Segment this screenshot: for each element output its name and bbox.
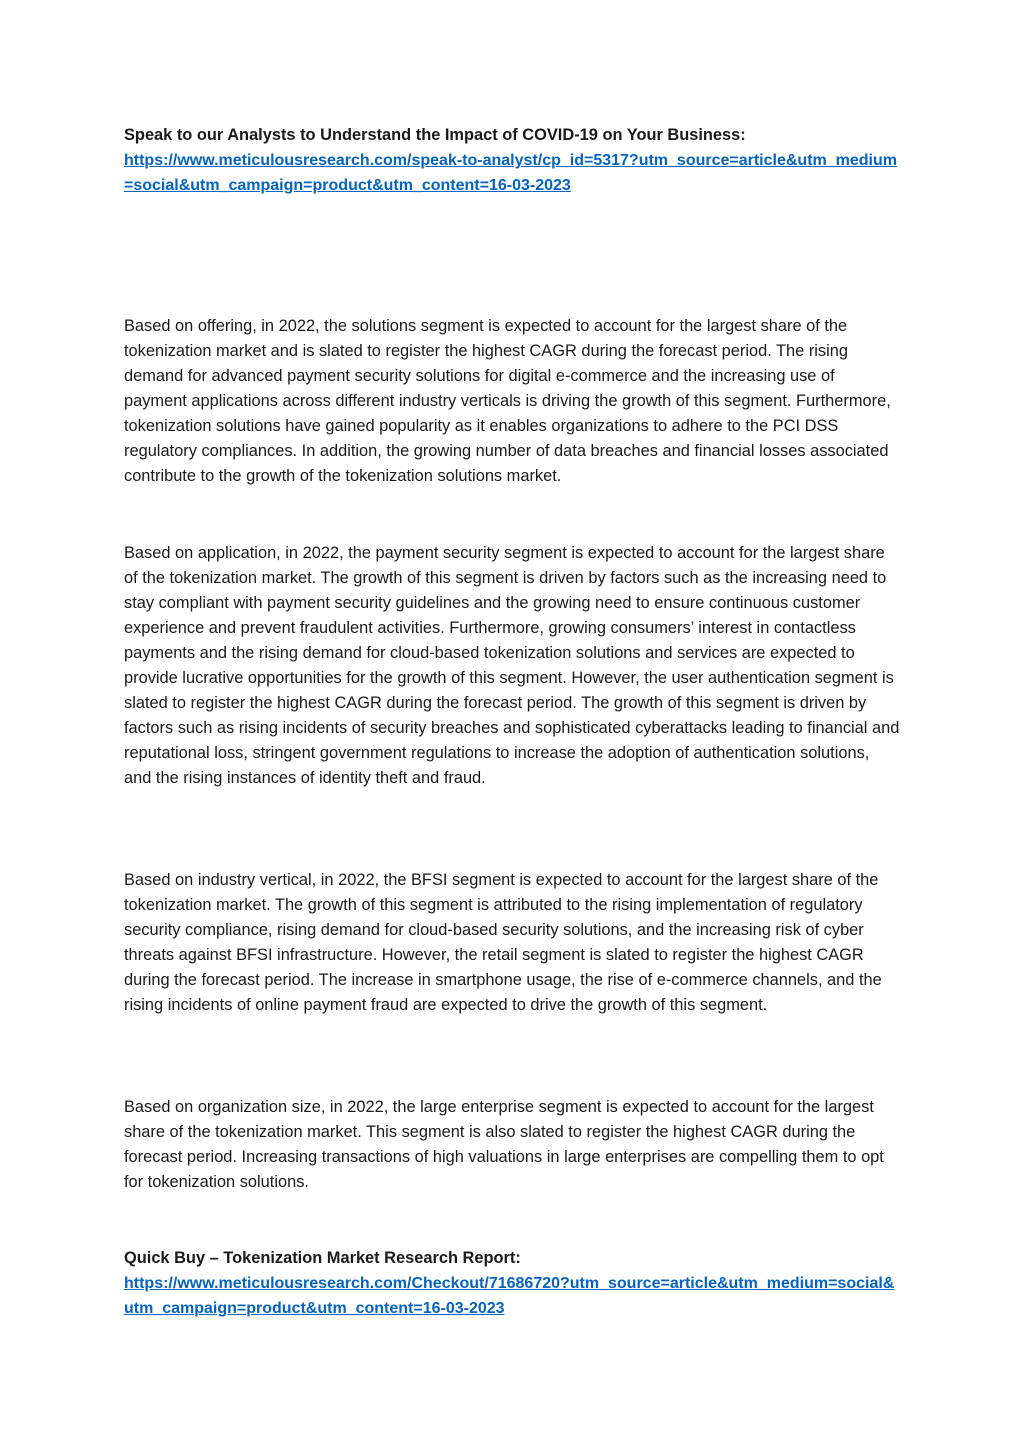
speak-to-analyst-section bbox=[124, 123, 900, 198]
industry-vertical-paragraph: Based on industry vertical, in 2022, the BFSI segment is expected to account for the largest share of the tokenization market. The growth of this segment is attributed to the rising implementation of regulatory security compliance, rising demand for cloud-based security solutions, and the increasing risk of cyber threats against BFSI infrastructure. However, the retail segment is slated to register the highest CAGR during the forecast period. The increase in smartphone usage, the rise of e-commerce channels, and the rising incidents of online payment fraud are expected to drive the growth of this segment. bbox=[124, 871, 882, 1014]
application-paragraph: Based on application, in 2022, the payment security segment is expected to account for the largest share of the tokenization market. The growth of this segment is driven by factors such as the increasing need to stay compliant with payment security guidelines and the growing need to ensure continuous customer experience and prevent fraudulent activities. Furthermore, growing consumers’ interest in contactless payments and the rising demand for cloud-based tokenization solutions and services are expected to provide lucrative opportunities for the growth of this segment. However, the user authentication segment is slated to register the highest CAGR during the forecast period. The growth of this segment is driven by factors such as rising incidents of security breaches and sophisticated cyberattacks leading to financial and reputational loss, stringent government regulations to increase the adoption of authentication solutions, and the rising instances of identity theft and fraud. bbox=[124, 544, 900, 787]
offering-paragraph: Based on offering, in 2022, the solutions segment is expected to account for the largest share of the tokenization market and is slated to register the highest CAGR during the forecast period. The rising demand for advanced payment security solutions for digital e-commerce and the increasing use of payment applications across different industry verticals is driving the growth of this segment. Furthermore, tokenization solutions have gained popularity as it enables organizations to adhere to the PCI DSS regulatory compliances. In addition, the growing number of data breaches and financial losses associated contribute to the growth of the tokenization solutions market. bbox=[124, 317, 891, 485]
speak-to-analyst-heading: Speak to our Analysts to Understand the Impact of COVID-19 on Your Business: bbox=[124, 126, 746, 144]
quick-buy-heading: Quick Buy – Tokenization Market Research Report: bbox=[124, 1249, 521, 1267]
quick-buy-section bbox=[124, 1246, 900, 1321]
organization-size-paragraph: Based on organization size, in 2022, the large enterprise segment is expected to account for the largest share of the tokenization market. This segment is also slated to register the highest CAGR during the forecast period. Increasing transactions of high valuations in large enterprises are compelling them to opt for tokenization solutions. bbox=[124, 1098, 884, 1191]
quick-buy-link[interactable]: https://www.meticulousresearch.com/Checkout/71686720?utm_source=article&utm_medium=social&utm_campaign=product&utm_content=16-03-2023 bbox=[124, 1275, 895, 1317]
speak-to-analyst-link[interactable]: https://www.meticulousresearch.com/speak-to-analyst/cp_id=5317?utm_source=article&utm_medium=social&utm_campaign=product&utm_content=16-03-2023 bbox=[124, 152, 897, 194]
